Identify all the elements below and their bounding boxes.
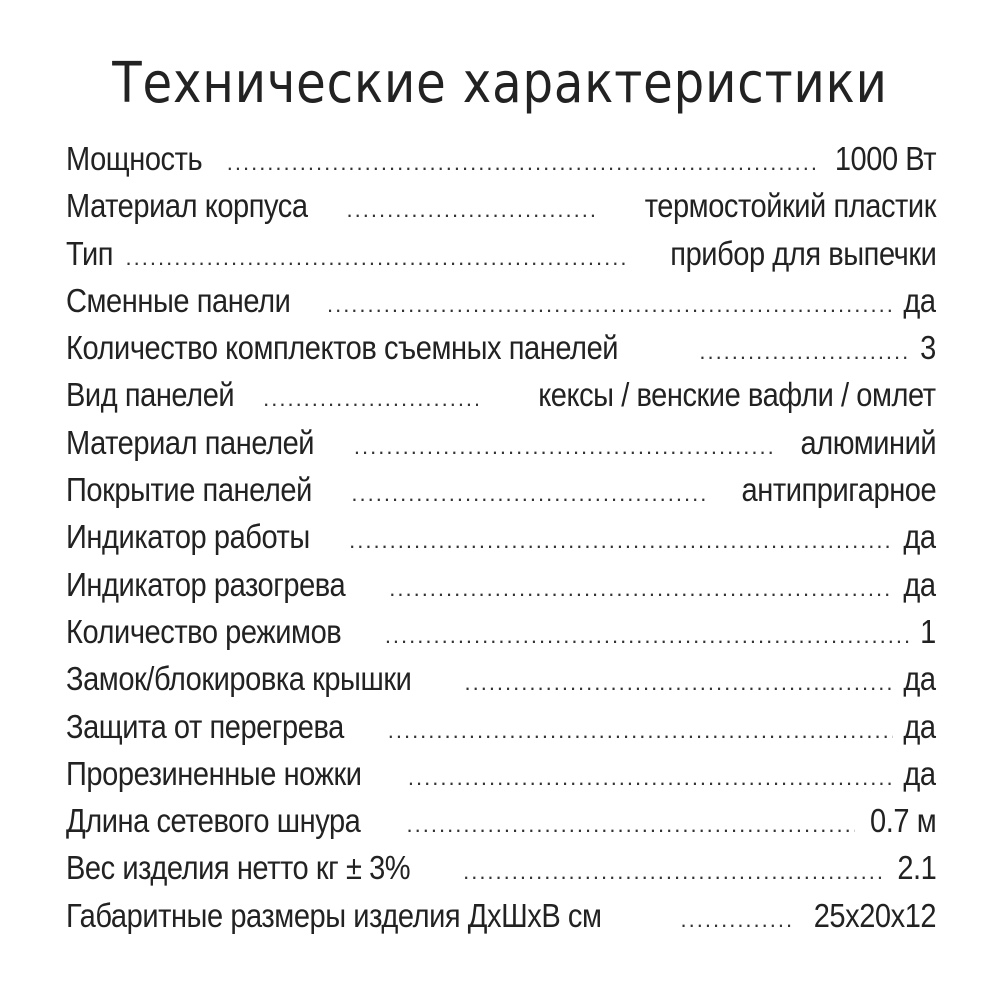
dot-leader <box>327 281 893 328</box>
spec-row <box>66 277 936 324</box>
page-title: Технические характеристики <box>112 51 888 116</box>
spec-value: да <box>903 754 936 792</box>
spec-label: Защита от перегрева <box>66 707 344 745</box>
dot-leader <box>347 186 600 233</box>
spec-value: 0.7 м <box>869 802 936 840</box>
spec-label: Индикатор работы <box>66 518 310 556</box>
spec-label: Вид панелей <box>66 376 235 414</box>
dot-leader <box>126 234 628 281</box>
spec-list <box>66 135 936 939</box>
spec-label: Сменные панели <box>66 281 291 319</box>
spec-row <box>66 230 936 277</box>
spec-row <box>66 371 936 418</box>
spec-label: Количество режимов <box>66 612 342 650</box>
spec-value: термостойкий пластик <box>644 187 936 225</box>
spec-label: Материал корпуса <box>66 187 308 225</box>
spec-label: Индикатор разогрева <box>66 565 346 603</box>
spec-row <box>66 466 936 513</box>
spec-value: да <box>903 565 936 603</box>
dot-leader <box>349 517 893 564</box>
spec-value: алюминий <box>800 423 936 461</box>
spec-label: Вес изделия нетто кг ± 3% <box>66 849 411 887</box>
dot-leader <box>227 139 815 186</box>
spec-row <box>66 561 936 608</box>
dot-leader <box>463 848 886 895</box>
spec-row <box>66 135 936 182</box>
spec-label: Длина сетевого шнура <box>66 802 361 840</box>
spec-value: кексы / венские вафли / омлет <box>538 376 936 414</box>
spec-value: антипригарное <box>741 471 936 509</box>
spec-value: да <box>903 660 936 698</box>
spec-value: прибор для выпечки <box>669 234 936 272</box>
spec-value: 25х20х12 <box>813 896 936 934</box>
dot-leader <box>699 328 912 375</box>
spec-row <box>66 750 936 797</box>
dot-leader <box>681 896 791 943</box>
dot-leader <box>464 659 893 706</box>
spec-value: да <box>903 518 936 556</box>
spec-row <box>66 703 936 750</box>
spec-label: Материал панелей <box>66 423 315 461</box>
spec-row <box>66 513 936 560</box>
spec-row <box>66 419 936 466</box>
spec-label: Замок/блокировка крышки <box>66 660 412 698</box>
spec-row <box>66 797 936 844</box>
spec-value: 1000 Вт <box>834 140 936 177</box>
dot-leader <box>388 707 894 754</box>
spec-value: да <box>903 281 936 319</box>
spec-label: Габаритные размеры изделия ДхШхВ см <box>66 896 602 934</box>
dot-leader <box>408 754 894 801</box>
spec-value: да <box>903 707 936 745</box>
dot-leader <box>354 423 776 470</box>
spec-value: 3 <box>920 329 936 367</box>
spec-label: Тип <box>66 234 114 272</box>
spec-row <box>66 655 936 702</box>
spec-label: Количество комплектов съемных панелей <box>66 329 619 367</box>
dot-leader <box>385 612 912 659</box>
dot-leader <box>351 470 708 517</box>
dot-leader <box>389 565 893 612</box>
spec-row <box>66 182 936 229</box>
spec-row <box>66 324 936 371</box>
spec-row <box>66 844 936 891</box>
spec-label: Прорезиненные ножки <box>66 754 362 792</box>
spec-label: Мощность <box>66 140 203 177</box>
dot-leader <box>263 375 478 422</box>
spec-row <box>66 892 936 939</box>
spec-label: Покрытие панелей <box>66 471 312 509</box>
dot-leader <box>407 801 855 848</box>
spec-value: 2.1 <box>896 849 936 887</box>
spec-value: 1 <box>920 612 936 650</box>
spec-row <box>66 608 936 655</box>
